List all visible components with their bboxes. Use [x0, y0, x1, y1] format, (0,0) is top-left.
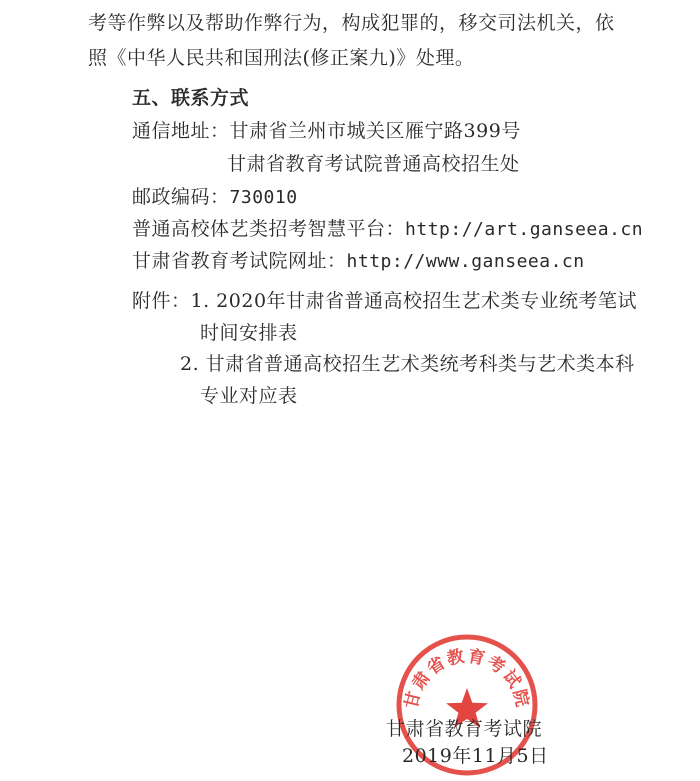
signature-date: 2019年11月5日 [402, 745, 549, 767]
address-line-1: 甘肃省兰州市城关区雁宁路399号 [229, 120, 521, 142]
attachment-1-line-2: 时间安排表 [200, 322, 298, 344]
section-heading-contact: 五、联系方式 [132, 87, 250, 109]
attachment-2-line-1: 2. 甘肃省普通高校招生艺术类统考科类与艺术类本科 [180, 353, 635, 375]
body-text-line-1: 考等作弊以及帮助作弊行为，构成犯罪的，移交司法机关，依 [88, 12, 615, 34]
website-url: http://www.ganseea.cn [346, 251, 585, 272]
postcode-value: 730010 [229, 187, 298, 208]
postcode-label: 邮政编码： [132, 186, 230, 208]
body-text-line-2: 照《中华人民共和国刑法(修正案九)》处理。 [88, 47, 475, 69]
platform-url: http://art.ganseea.cn [405, 219, 644, 240]
website-row [132, 248, 585, 275]
address-row [132, 118, 521, 144]
platform-label: 普通高校体艺类招考智慧平台： [132, 218, 406, 240]
postcode-row [132, 184, 298, 211]
website-label: 甘肃省教育考试院网址： [132, 250, 347, 272]
attachment-2-line-2: 专业对应表 [200, 385, 298, 407]
attachment-row-1 [132, 288, 637, 314]
attachment-1-line-1: 1. 2020年甘肃省普通高校招生艺术类专业统考笔试 [190, 290, 638, 312]
address-label: 通信地址： [132, 120, 230, 142]
signature-org: 甘肃省教育考试院 [386, 718, 543, 740]
platform-row [132, 216, 643, 243]
address-line-2: 甘肃省教育考试院普通高校招生处 [227, 153, 520, 175]
attachment-label: 附件： [132, 290, 191, 312]
svg-text:甘肃省教育考试院: 甘肃省教育考试院 [401, 646, 533, 711]
